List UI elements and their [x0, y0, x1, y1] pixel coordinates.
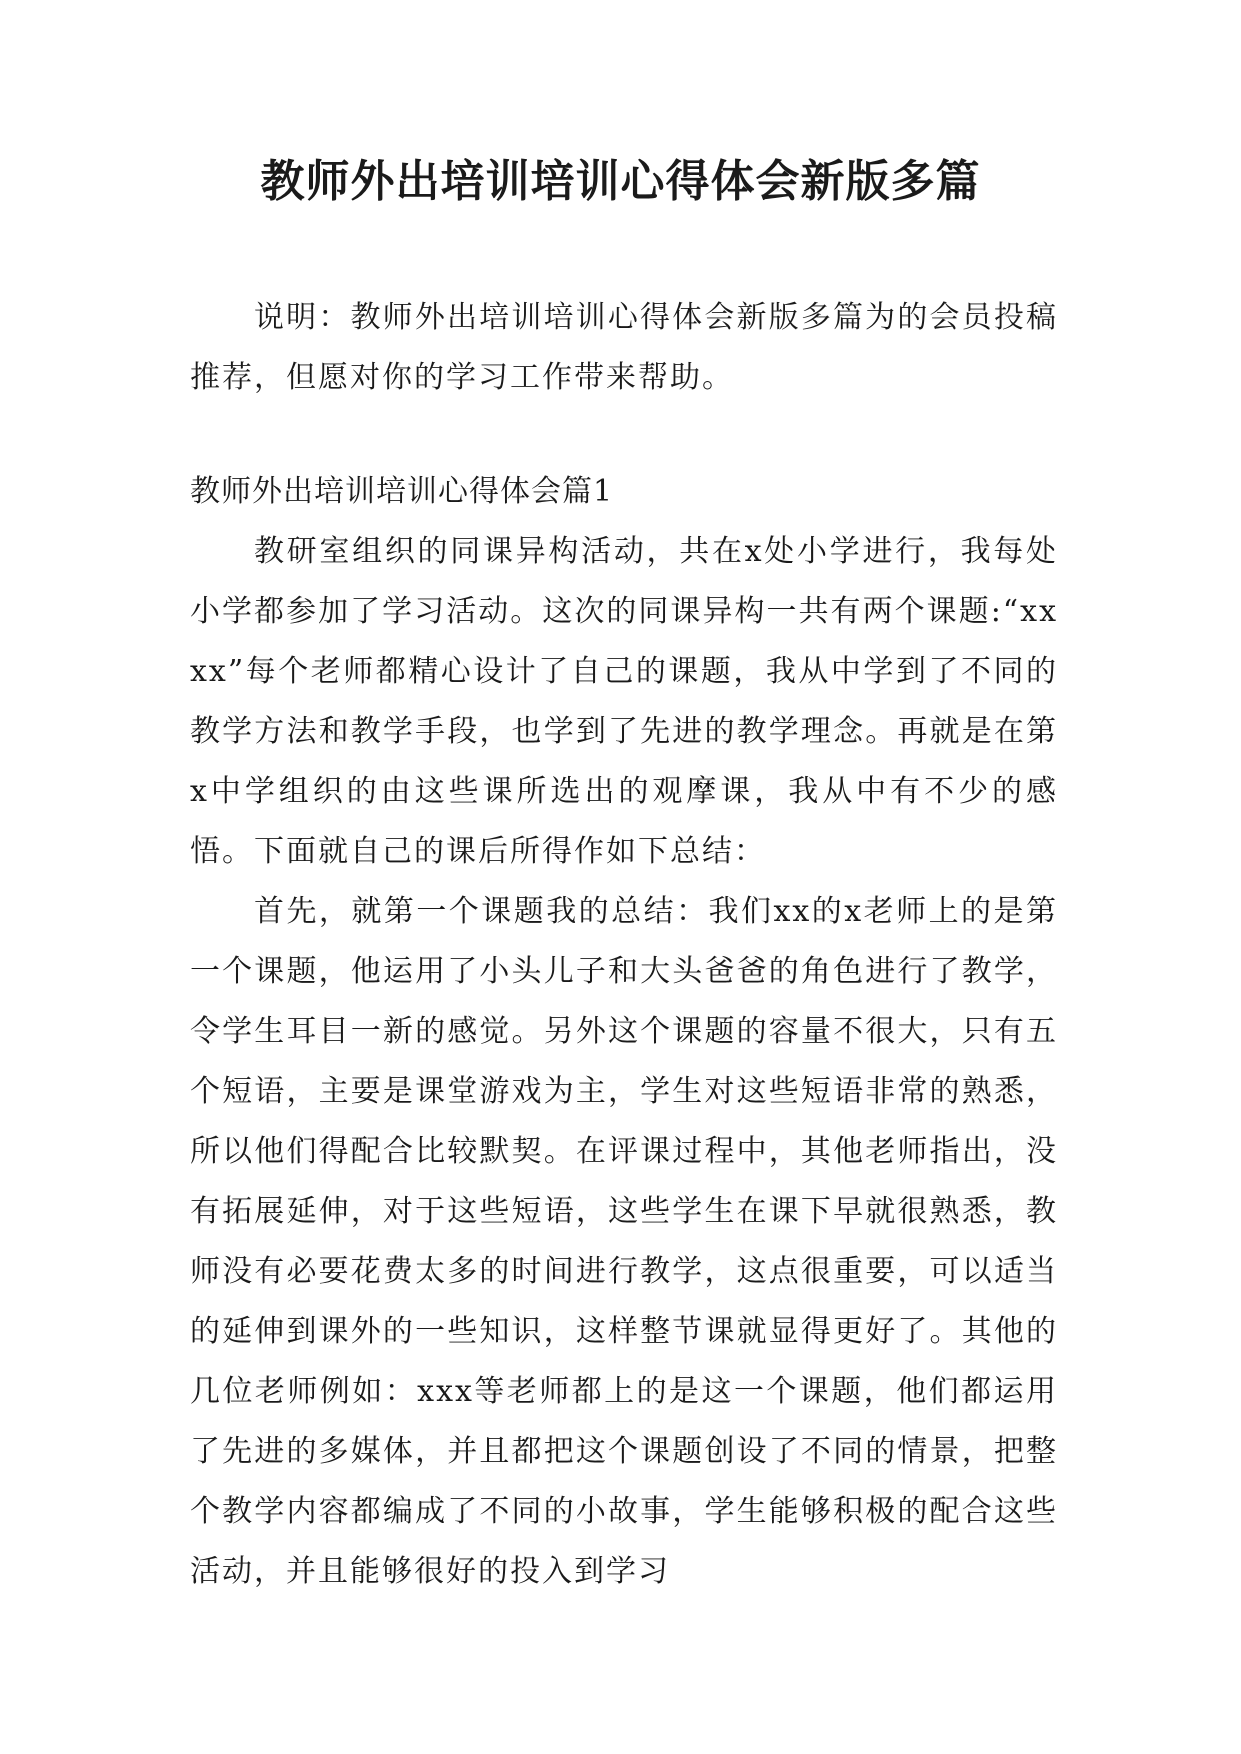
body-paragraph: 首先，就第一个课题我的总结：我们xx的x老师上的是第一个课题，他运用了小头儿子和大头爸爸的角色进行了教学，令学生耳目一新的感觉。另外这个课题的容量不很大，只有五个短语，主要是课堂游戏为主，学生对这些短语非常的熟悉，所以他们得配合比较默契。在评课过程中，其他老师指出，没有拓展延伸，对于这些短语，这些学生在课下早就很熟悉，教师没有必要花费太多的时间进行教学，这点很重要，可以适当的延伸到课外的一些知识，这样整节课就显得更好了。其他的几位老师例如：xxx等老师都上的是这一个课题，他们都运用了先进的多媒体，并且都把这个课题创设了不同的情景，把整个教学内容都编成了不同的小故事，学生能够积极的配合这些活动，并且能够很好的投入到学习: [190, 894, 1058, 1589]
document-title: 教师外出培训培训心得体会新版多篇: [260, 156, 981, 207]
body-paragraph: 教研室组织的同课异构活动，共在x处小学进行，我每处小学都参加了学习活动。这次的同课异构一共有两个课题:“xxxx”每个老师都精心设计了自己的课题，我从中学到了不同的教学方法和教学手段，也学到了先进的教学理念。再就是在第x中学组织的由这些课所选出的观摩课，我从中有不少的感悟。下面就自己的课后所得作如下总结：: [190, 534, 1058, 869]
section-heading: 教师外出培训培训心得体会篇1: [190, 474, 614, 509]
intro-note: 说明：教师外出培训培训心得体会新版多篇为的会员投稿推荐，但愿对你的学习工作带来帮助。: [190, 300, 1058, 395]
